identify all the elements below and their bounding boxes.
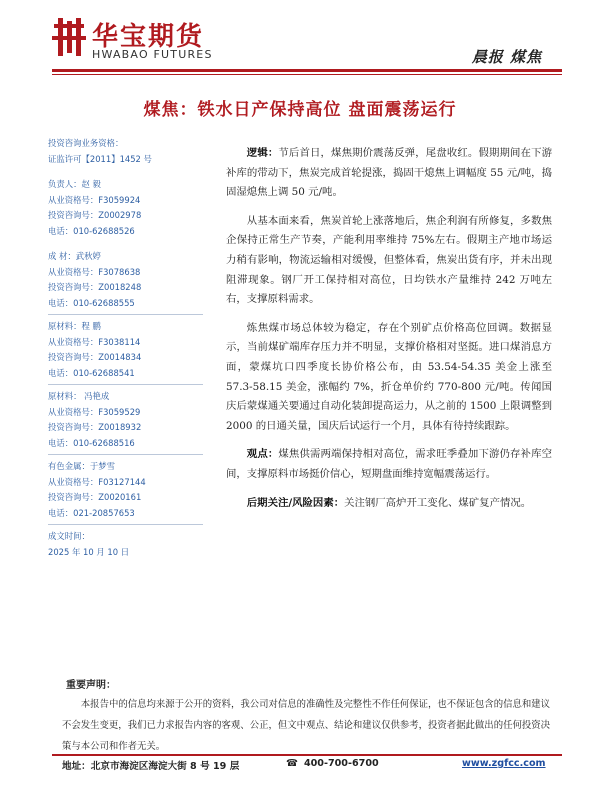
company-logo-name: 华宝期货 — [92, 22, 205, 52]
analyst-name: 有色金属：于梦雪 — [48, 461, 115, 471]
analyst-card — [48, 389, 208, 451]
view-text: 煤焦供需两端保持相对高位，需求旺季叠加下游仍存补库空间，支撑原料市场挺价信心，短期盘面维持宽幅震荡运行。 — [226, 448, 553, 480]
risk-paragraph — [226, 494, 552, 514]
footer-phone-number: 400-700-6700 — [303, 758, 379, 769]
analyst-name: 负责人：赵 毅 — [48, 179, 101, 189]
footer-website-link[interactable]: www.zgfcc.com — [462, 758, 546, 769]
view-paragraph — [226, 445, 552, 484]
qualification-value: 证监许可【2011】1452 号 — [48, 153, 152, 164]
report-body — [226, 144, 552, 522]
analyst-consult-number: 投资咨询号：Z0020161 — [48, 492, 142, 502]
report-type-label: 晨报 煤焦 — [471, 48, 542, 66]
disclaimer-text: 本报告中的信息均来源于公开的资料，我公司对信息的准确性及完整性不作任何保证，也不保证包含的信息和建议不会发生变更，我们已力求报告内容的客观、公正，但文中观点、结论和建议仅供参考，投资者据此做出的任何投资决策与本公司和作者无关。 — [62, 699, 550, 752]
report-title: 煤焦：铁水日产保持高位 盘面震荡运行 — [143, 100, 457, 120]
analyst-sidebar — [48, 136, 208, 560]
company-logo-english: HWABAO FUTURES — [92, 48, 213, 61]
logic-paragraph — [226, 144, 552, 203]
sidebar-divider — [48, 384, 203, 385]
analyst-phone: 电话：010-62688516 — [48, 437, 135, 448]
analyst-consult-number: 投资咨询号：Z0002978 — [48, 210, 142, 220]
analyst-name: 原材料：程 鹏 — [48, 321, 101, 331]
logic-text: 节后首日，煤焦期价震荡反弹，尾盘收红。假期期间在下游补库的带动下，焦炭完成首轮提涨，捣固干熄焦上调幅度 55 元/吨，捣固湿熄焦上调 50 元/吨。 — [226, 147, 553, 199]
footer-address: 地址：北京市海淀区海淀大街 8 号 19 层 — [62, 761, 240, 772]
view-label: 观点： — [246, 448, 279, 461]
header-divider-thin — [52, 74, 562, 75]
analyst-card — [48, 249, 208, 311]
analyst-license: 从业资格号：F3078638 — [48, 266, 141, 277]
logic-label: 逻辑： — [246, 147, 279, 159]
analyst-license: 从业资格号：F3059924 — [48, 194, 141, 205]
risk-label: 后期关注/风险因素： — [246, 496, 345, 509]
footer-phone — [286, 758, 379, 769]
analyst-phone: 电话：021-20857653 — [48, 507, 135, 518]
footer-divider — [52, 754, 562, 756]
analyst-name: 原材料： 冯艳成 — [48, 391, 110, 401]
analyst-phone: 电话：010-62688541 — [48, 367, 135, 378]
analyst-card — [48, 459, 208, 521]
analyst-phone: 电话：010-62688526 — [48, 225, 135, 236]
analyst-phone: 电话：010-62688555 — [48, 297, 135, 308]
analyst-card — [48, 319, 208, 381]
analyst-name: 成 材：武秋婷 — [48, 251, 101, 261]
coking-coal-paragraph: 炼焦煤市场总体较为稳定，存在个别矿点价格高位回调。数据显示，当前煤矿端库存压力并不明显，支撑价格相对坚挺。进口煤消息方面，蒙煤坑口四季度长协价格公布，由 53.54-54.35 美金上涨至 57.3-58.15 美金，涨幅约 7%，折仓单价约 770-800 元/吨。传闻国庆后蒙煤通关要通过自动化装卸提高运力，从之前的 1500 上限调整到 2000 的日通关量，国庆后试运行一个月，具体有待持续跟踪。 — [226, 321, 552, 432]
header-divider — [52, 69, 562, 72]
fundamentals-paragraph: 从基本面来看，焦炭首轮上涨落地后，焦企利润有所修复，多数焦企保持正常生产节奏，产能利用率维持 75%左右。假期主产地市场运力稍有影响，物流运输相对缓慢，但整体看，焦炭出货有序，并未出现阻滞现象。钢厂开工保持相对高位，日均铁水产量维持 242 万吨左右，支撑原料需求。 — [226, 214, 552, 306]
report-date-label: 成文时间： — [48, 531, 90, 541]
analyst-consult-number: 投资咨询号：Z0018248 — [48, 282, 142, 292]
report-date: 2025 年 10 月 10 日 — [48, 546, 130, 557]
risk-text: 关注钢厂高炉开工变化、煤矿复产情况。 — [344, 496, 532, 509]
analyst-card — [48, 177, 208, 239]
sidebar-divider — [48, 314, 203, 315]
company-logo-mark — [52, 18, 86, 56]
analyst-consult-number: 投资咨询号：Z0014834 — [48, 352, 142, 362]
analyst-consult-number: 投资咨询号：Z0018932 — [48, 422, 142, 432]
analyst-license: 从业资格号：F03127144 — [48, 476, 146, 487]
phone-icon: ☎ — [286, 758, 298, 769]
analyst-license: 从业资格号：F3059529 — [48, 406, 141, 417]
qualification-label: 投资咨询业务资格： — [48, 138, 124, 148]
sidebar-divider — [48, 524, 203, 525]
analyst-license: 从业资格号：F3038114 — [48, 336, 141, 347]
sidebar-divider — [48, 454, 203, 455]
disclaimer-title: 重要声明： — [66, 680, 116, 691]
